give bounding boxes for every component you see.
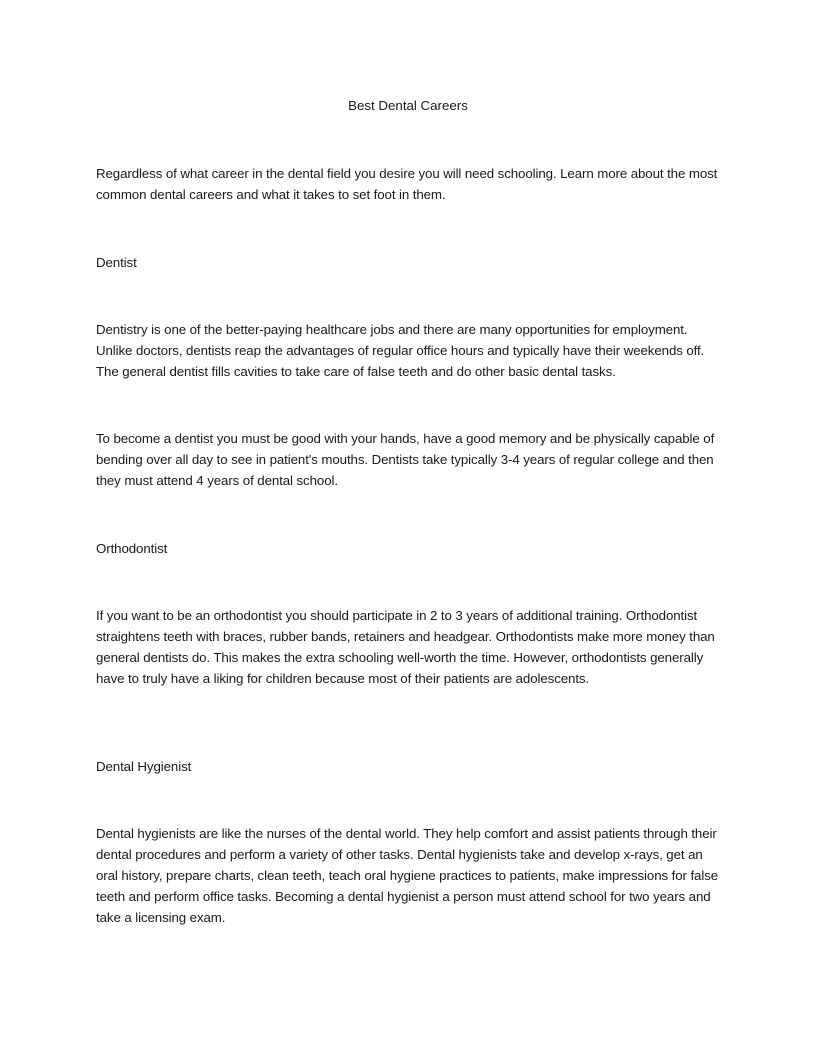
dentist-paragraph-2: To become a dentist you must be good with your hands, have a good memory and be physically capable of bending over all day to see in patient's mouths. Dentists take typically 3-4 years of regular college and then they must attend 4 years of dental school.: [96, 431, 715, 488]
dentist-heading: Dentist: [96, 255, 137, 270]
dentist-paragraph-1: Dentistry is one of the better-paying healthcare jobs and there are many opportunities for employment. Unlike doctors, dentists reap the advantages of regular office hours and typically have their weekends off. The general dentist fills cavities to take care of false teeth and do other basic dental tasks.: [96, 322, 705, 379]
document-title: Best Dental Careers: [348, 98, 468, 113]
hygienist-paragraph-1: Dental hygienists are like the nurses of the dental world. They help comfort and assist patients through their dental procedures and perform a variety of other tasks. Dental hygienists take and develop x-rays, get an oral history, prepare charts, clean teeth, teach oral hygiene practices to patients, make impressions for false teeth and perform office tasks. Becoming a dental hygienist a person must attend school for two years and take a licensing exam.: [96, 826, 719, 925]
orthodontist-heading: Orthodontist: [96, 541, 168, 556]
orthodontist-paragraph-1: If you want to be an orthodontist you should participate in 2 to 3 years of additional training. Orthodontist straightens teeth with braces, rubber bands, retainers and headgear. Orthodontists make more money than general dentists do. This makes the extra schooling well-worth the time. However, orthodontists generally have to truly have a liking for children because most of their patients are adolescents.: [96, 608, 715, 686]
intro-paragraph: Regardless of what career in the dental field you desire you will need schooling. Learn more about the most common dental careers and what it takes to set foot in them.: [96, 166, 718, 202]
hygienist-heading: Dental Hygienist: [96, 759, 192, 774]
